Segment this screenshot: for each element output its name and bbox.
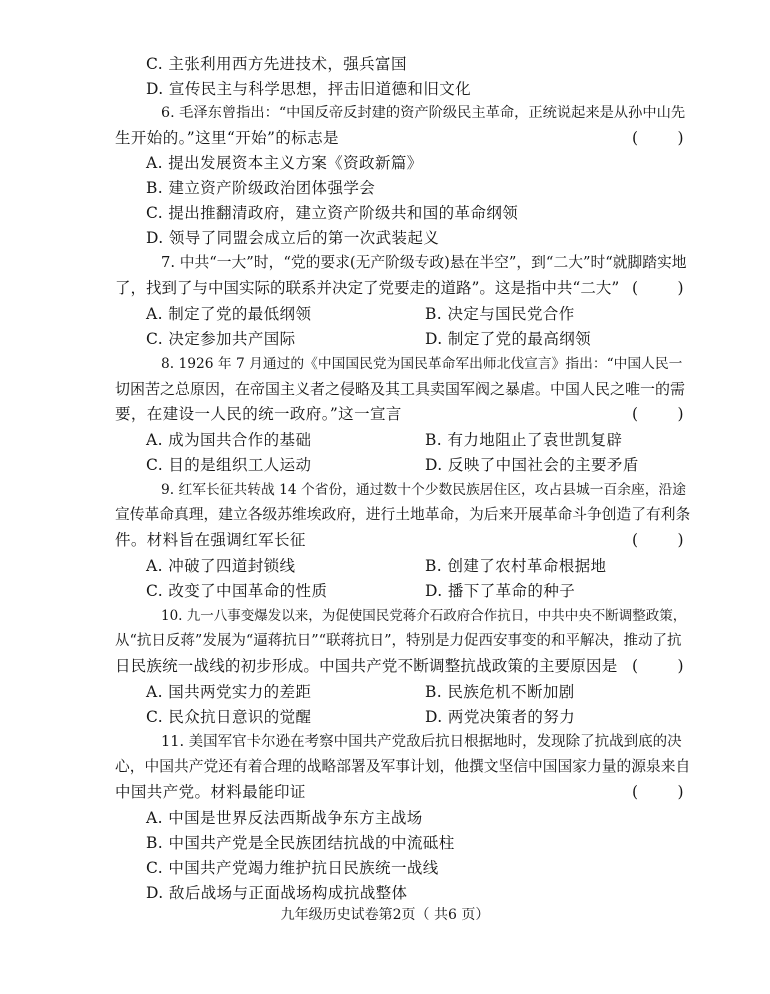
question-stem: 切困苦之总原因，在帝国主义者之侵略及其工具卖国军阀之暴虐。中国人民之唯一的需 [115,380,686,398]
option-a: A. 成为国共合作的基础 [146,431,312,449]
question-stem: 8. 1926 年 7 月通过的《中国国民党为国民革命军出师北伐宣言》指出：“中国人民一 [161,356,683,372]
answer-paren: ( ) [632,279,684,297]
answer-paren: ( ) [632,405,684,423]
option-b: B. 有力地阻止了袁世凯复辟 [425,431,623,449]
option-d: D. 反映了中国社会的主要矛盾 [425,456,639,474]
option-d: D. 制定了党的最高纲领 [425,330,592,348]
option-d: D. 敌后战场与正面战场构成抗战整体 [146,884,408,902]
question-stem: 生开始的。”这里“开始”的标志是 [115,129,339,147]
option-b: B. 决定与国民党合作 [425,305,575,323]
option-b: B. 创建了农村革命根据地 [425,557,607,575]
option-c: C. 提出推翻清政府，建立资产阶级共和国的革命纲领 [146,204,519,222]
question-stem: 心，中国共产党还有着合理的战略部署及军事计划，他撰文坚信中国国家力量的源泉来自 [115,758,691,775]
question-stem: 宣传革命真理，建立各级苏维埃政府，进行土地革命，为后来开展革命斗争创造了有利条 [115,506,691,523]
option-c: C. 民众抗日意识的觉醒 [146,708,312,726]
option-b: B. 建立资产阶级政治团体强学会 [146,179,376,197]
answer-paren: ( ) [632,783,684,801]
question-stem: 中国共产党。材料最能印证 [115,783,306,801]
option-d-prev: D. 宣传民主与科学思想，抨击旧道德和旧文化 [146,80,472,98]
question-stem: 了，找到了与中国实际的联系并决定了党要走的道路”。这是指中共“二大” [115,279,620,297]
option-b: B. 中国共产党是全民族团结抗战的中流砥柱 [146,834,455,852]
option-a: A. 国共两党实力的差距 [146,683,312,701]
option-a: A. 中国是世界反法西斯战争东方主战场 [146,809,423,827]
option-a: A. 提出发展资本主义方案《资政新篇》 [146,154,423,172]
question-stem: 从“抗日反蒋”发展为“逼蒋抗日”“联蒋抗日”，特别是力促西安事变的和平解决，推动了抗 [115,633,682,649]
option-d: D. 播下了革命的种子 [425,582,576,600]
option-c: C. 中国共产党竭力维护抗日民族统一战线 [146,859,439,877]
option-d: D. 领导了同盟会成立后的第一次武装起义 [146,229,440,247]
option-b: B. 民族危机不断加剧 [425,683,575,701]
question-stem: 10. 九一八事变爆发以来，为促使国民党蒋介石政府合作抗日，中共中央不断调整政策， [161,608,687,624]
question-stem: 9. 红军长征共转战 14 个省份，通过数十个少数民族居住区，攻占县城一百余座，沿途 [161,482,686,498]
page-footer: 九年级历史试卷第2页（ 共6 页） [280,907,490,923]
answer-paren: ( ) [632,531,684,549]
option-a: A. 制定了党的最低纲领 [146,305,312,323]
question-stem: 6. 毛泽东曾指出：“中国反帝反封建的资产阶级民主革命，正统说起来是从孙中山先 [161,105,686,121]
option-c: C. 决定参加共产国际 [146,330,296,348]
question-stem: 7. 中共“一大”时，“党的要求(无产阶级专政)悬在半空”，到“二大”时“就脚踏实地 [161,254,687,271]
answer-paren: ( ) [632,129,684,147]
question-stem: 日民族统一战线的初步形成。中国共产党不断调整抗战政策的主要原因是 [115,657,618,675]
option-a: A. 冲破了四道封锁线 [146,557,296,575]
question-stem: 件。材料旨在强调红军长征 [115,531,306,549]
question-stem: 要，在建设一人民的统一政府。”这一宣言 [115,405,402,423]
question-stem: 11. 美国军官卡尔逊在考察中国共产党敌后抗日根据地时，发现除了抗战到底的决 [161,734,682,750]
option-c: C. 目的是组织工人运动 [146,456,312,474]
option-d: D. 两党决策者的努力 [425,708,576,726]
option-c: C. 改变了中国革命的性质 [146,582,328,600]
answer-paren: ( ) [632,657,684,675]
option-c-prev: C. 主张利用西方先进技术，强兵富国 [146,55,407,73]
